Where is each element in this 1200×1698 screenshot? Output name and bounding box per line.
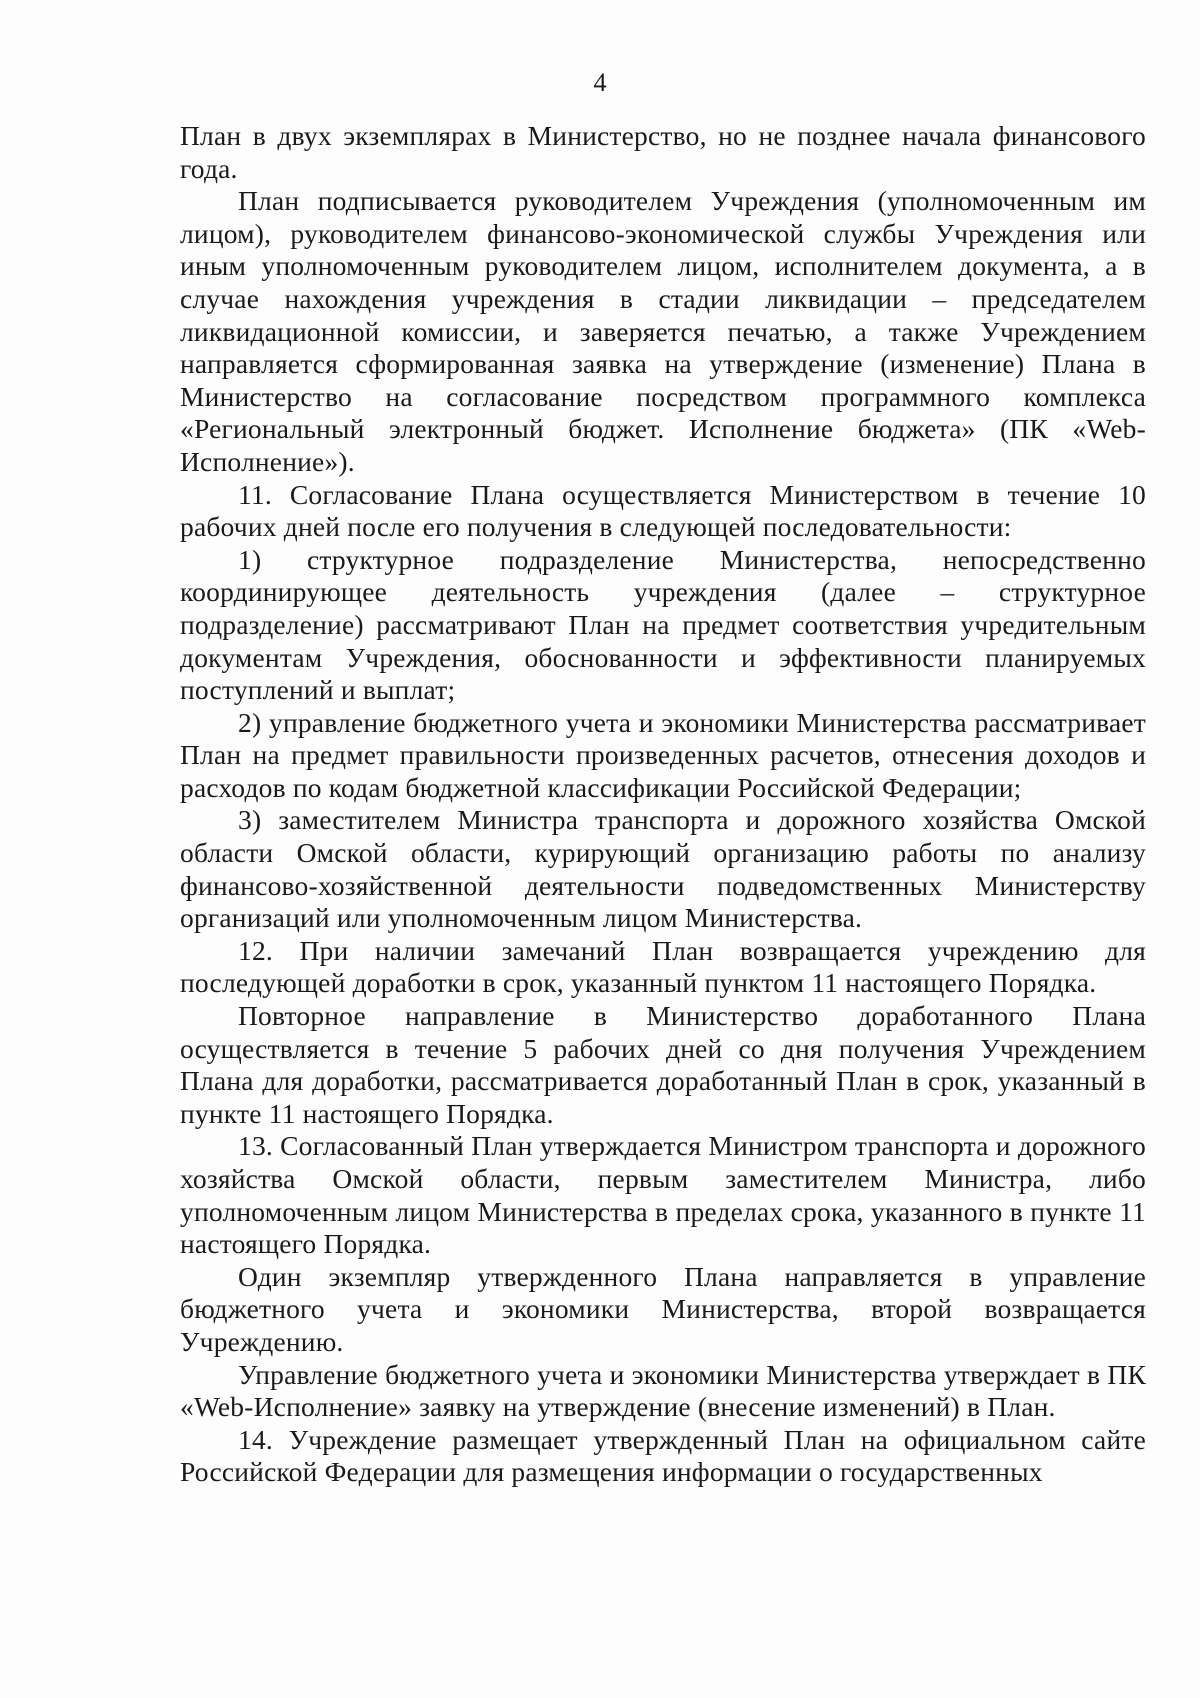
paragraph-item-11-3: 3) заместителем Министра транспорта и дорожного хозяйства Омской области Омской области, курирующий организацию работы по анализу финансово-хозяйственной деятельности подведомственных Министерству организаций или уполномоченным лицом Министерства. (180, 804, 1146, 934)
paragraph-plan-signing: План подписывается руководителем Учреждения (уполномоченным им лицом), руководителем финансово-экономической службы Учреждения или иным уполномоченным руководителем лицом, исполнителем документа, а в случае нахождения учреждения в стадии ликвидации – председателем ликвидационной комиссии, и заверяется печатью, а также Учреждением направляется сформированная заявка на утверждение (изменение) Плана в Министерство на согласование посредством программного комплекса «Региональный электронный бюджет. Исполнение бюджета» (ПК «Web-Исполнение»). (180, 185, 1146, 477)
paragraph-copy-distribution: Один экземпляр утвержденного Плана направляется в управление бюджетного учета и экономики Министерства, второй возвращается Учреждению. (180, 1260, 1146, 1357)
paragraph-continuation: План в двух экземплярах в Министерство, но не позднее начала финансового года. (180, 120, 1146, 184)
document-body (180, 120, 1146, 1489)
paragraph-item-11-2: 2) управление бюджетного учета и экономики Министерства рассматривает План на предмет правильности произведенных расчетов, отнесения доходов и расходов по кодам бюджетной классификации Российской Федерации; (180, 706, 1146, 803)
paragraph-resubmission: Повторное направление в Министерство доработанного Плана осуществляется в течение 5 рабочих дней со дня получения Учреждением Плана для доработки, рассматривается доработанный План в срок, указанный в пункте 11 настоящего Порядка. (180, 1000, 1146, 1129)
paragraph-item-13: 13. Согласованный План утверждается Министром транспорта и дорожного хозяйства Омской области, первым заместителем Министра, либо уполномоченным лицом Министерства в пределах срока, указанного в пункте 11 настоящего Порядка. (180, 1130, 1146, 1260)
page-number: 4 (593, 68, 607, 97)
paragraph-item-11: 11. Согласование Плана осуществляется Министерством в течение 10 рабочих дней после его получения в следующей последовательности: (180, 478, 1146, 543)
paragraph-item-11-1: 1) структурное подразделение Министерства, непосредственно координирующее деятельность учреждения (далее – структурное подразделение) рассматривают План на предмет соответствия учредительным документам Учреждения, обоснованности и эффективности планируемых поступлений и выплат; (180, 543, 1146, 706)
paragraph-web-approval: Управление бюджетного учета и экономики Министерства утверждает в ПК «Web-Исполнение» заявку на утверждение (внесение изменений) в План. (180, 1358, 1146, 1423)
paragraph-item-12: 12. При наличии замечаний План возвращается учреждению для последующей доработки в срок, указанный пунктом 11 настоящего Порядка. (180, 934, 1146, 999)
paragraph-item-14: 14. Учреждение размещает утвержденный План на официальном сайте Российской Федерации для размещения информации о государственных (180, 1423, 1146, 1488)
